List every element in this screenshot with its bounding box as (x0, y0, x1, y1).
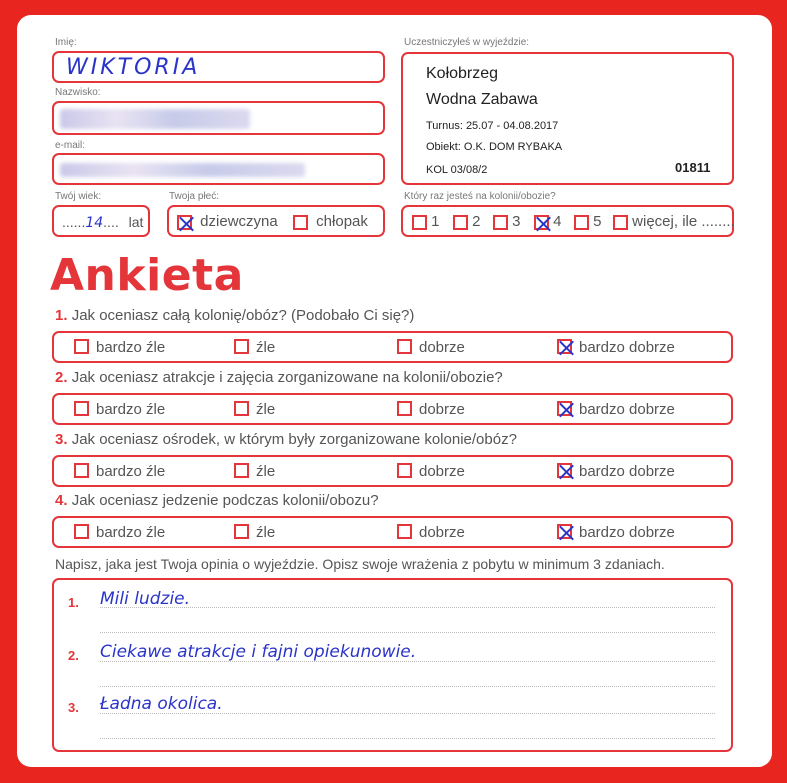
answer-option[interactable] (234, 339, 275, 356)
times-option-5[interactable]: 5 (574, 213, 602, 230)
checkbox[interactable] (293, 215, 308, 230)
option-label: źle (256, 463, 276, 480)
option-label: bardzo dobrze (579, 401, 675, 418)
answer-option[interactable] (557, 339, 675, 356)
option-label: bardzo dobrze (579, 339, 675, 356)
checkbox-checked[interactable] (557, 463, 572, 478)
option-label: dobrze (419, 401, 465, 418)
camp-obiekt: Obiekt: O.K. DOM RYBAKA (426, 141, 563, 153)
checkbox[interactable] (74, 401, 89, 416)
checkbox[interactable] (397, 401, 412, 416)
answer-option[interactable] (74, 401, 165, 418)
camp-label: Uczestniczyłeś w wyjeździe: (404, 37, 530, 48)
option-label: dobrze (419, 524, 465, 541)
answer-option[interactable] (74, 463, 165, 480)
surname-label: Nazwisko: (55, 87, 101, 98)
times-option-3[interactable]: 3 (493, 213, 521, 230)
times-option-2[interactable]: 2 (453, 213, 481, 230)
age-field[interactable] (52, 205, 150, 237)
line-number-2: 2. (68, 648, 79, 663)
age-dots-after: .... (103, 214, 119, 230)
checkbox-checked[interactable] (557, 339, 572, 354)
writing-line (100, 661, 715, 662)
name-value: WIKTORIA (66, 55, 201, 80)
age-unit: lat (128, 214, 144, 230)
email-field[interactable] (52, 153, 385, 185)
question-number: 3. (55, 431, 68, 448)
times-option-1[interactable]: 1 (412, 213, 440, 230)
answer-row-4 (52, 516, 733, 548)
email-label: e-mail: (55, 140, 86, 151)
checkbox[interactable] (74, 339, 89, 354)
answer-option[interactable] (397, 401, 465, 418)
checkbox[interactable] (397, 339, 412, 354)
answer-option[interactable] (234, 524, 275, 541)
option-label: bardzo źle (96, 463, 166, 480)
answer-option[interactable] (397, 524, 465, 541)
opinion-prompt: Napisz, jaka jest Twoja opinia o wyjeździe. Opisz swoje wrażenia z pobytu w minimum 3 zdaniach. (55, 556, 665, 572)
question-text: Jak oceniasz ośrodek, w którym były zorganizowane kolonie/obóz? (71, 431, 517, 448)
checkbox[interactable] (453, 215, 468, 230)
question-3 (55, 431, 517, 448)
checkbox[interactable] (613, 215, 628, 230)
checkbox[interactable] (397, 524, 412, 539)
question-text: Jak oceniasz atrakcje i zajęcia zorganizowane na kolonii/obozie? (71, 369, 503, 386)
option-label: dobrze (419, 339, 465, 356)
question-4 (55, 492, 379, 509)
checkbox[interactable] (234, 524, 249, 539)
gender-option-girl[interactable]: dziewczyna (177, 213, 278, 230)
gender-label: Twoja płeć: (169, 191, 220, 202)
line-number-3: 3. (68, 700, 79, 715)
checkbox[interactable] (493, 215, 508, 230)
checkbox-checked[interactable] (177, 215, 192, 230)
age-value: 14 (85, 215, 104, 231)
checkbox[interactable] (397, 463, 412, 478)
age-dots-before: ...... (62, 214, 86, 230)
question-number: 4. (55, 492, 68, 509)
camp-city: Kołobrzeg (426, 65, 499, 82)
answer-option[interactable] (74, 339, 165, 356)
line-number-1: 1. (68, 595, 79, 610)
name-field[interactable] (52, 51, 385, 83)
answer-option[interactable] (397, 463, 465, 480)
survey-title: Ankieta (50, 250, 244, 301)
camp-card (401, 52, 734, 185)
writing-line (100, 632, 715, 633)
option-label: bardzo źle (96, 524, 166, 541)
surname-field[interactable] (52, 101, 385, 135)
age-label: Twój wiek: (55, 191, 102, 202)
times-label: Który raz jesteś na kolonii/obozie? (404, 191, 556, 202)
answer-row-2 (52, 393, 733, 425)
opinion-line-2: Ciekawe atrakcje i fajni opiekunowie. (100, 642, 417, 662)
option-label: źle (256, 401, 276, 418)
times-field (401, 205, 734, 237)
opinion-line-1: Mili ludzie. (100, 589, 191, 609)
checkbox[interactable] (574, 215, 589, 230)
gender-option-boy[interactable]: chłopak (293, 213, 368, 230)
question-text: Jak oceniasz całą kolonię/obóz? (Podobało Ci się?) (71, 307, 415, 324)
checkbox-checked[interactable] (557, 401, 572, 416)
opinion-line-3: Ładna okolica. (100, 694, 223, 714)
answer-option[interactable] (234, 463, 275, 480)
camp-turnus: Turnus: 25.07 - 04.08.2017 (426, 120, 559, 132)
checkbox-checked[interactable] (534, 215, 549, 230)
question-number: 1. (55, 307, 68, 324)
redacted-email (60, 163, 305, 177)
question-text: Jak oceniasz jedzenie podczas kolonii/obozu? (71, 492, 379, 509)
writing-line (100, 713, 715, 714)
times-option-more[interactable]: więcej, ile ........ (613, 213, 735, 230)
answer-row-1 (52, 331, 733, 363)
checkbox[interactable] (234, 401, 249, 416)
answer-option[interactable] (234, 401, 275, 418)
writing-line (100, 738, 715, 739)
camp-code: KOL 03/08/2 (426, 164, 488, 176)
option-label: bardzo dobrze (579, 463, 675, 480)
checkbox[interactable] (234, 339, 249, 354)
camp-name: Wodna Zabawa (426, 91, 538, 108)
question-2 (55, 369, 503, 386)
name-label: Imię: (55, 37, 77, 48)
answer-option[interactable] (74, 524, 165, 541)
option-label: bardzo źle (96, 401, 166, 418)
answer-option[interactable] (557, 463, 675, 480)
gender-field (167, 205, 385, 237)
option-label: źle (256, 339, 276, 356)
answer-option[interactable] (557, 401, 675, 418)
answer-row-3 (52, 455, 733, 487)
checkbox[interactable] (74, 463, 89, 478)
answer-option[interactable] (397, 339, 465, 356)
checkbox-checked[interactable] (557, 524, 572, 539)
camp-number: 01811 (675, 160, 711, 175)
question-1 (55, 307, 414, 324)
question-number: 2. (55, 369, 68, 386)
option-label: bardzo źle (96, 339, 166, 356)
answer-option[interactable] (557, 524, 675, 541)
option-label: dobrze (419, 463, 465, 480)
writing-line (100, 607, 715, 608)
option-label: bardzo dobrze (579, 524, 675, 541)
checkbox[interactable] (234, 463, 249, 478)
writing-line (100, 686, 715, 687)
times-option-4[interactable]: 4 (534, 213, 562, 230)
checkbox[interactable] (412, 215, 427, 230)
redacted-surname (60, 109, 250, 129)
checkbox[interactable] (74, 524, 89, 539)
option-label: źle (256, 524, 276, 541)
